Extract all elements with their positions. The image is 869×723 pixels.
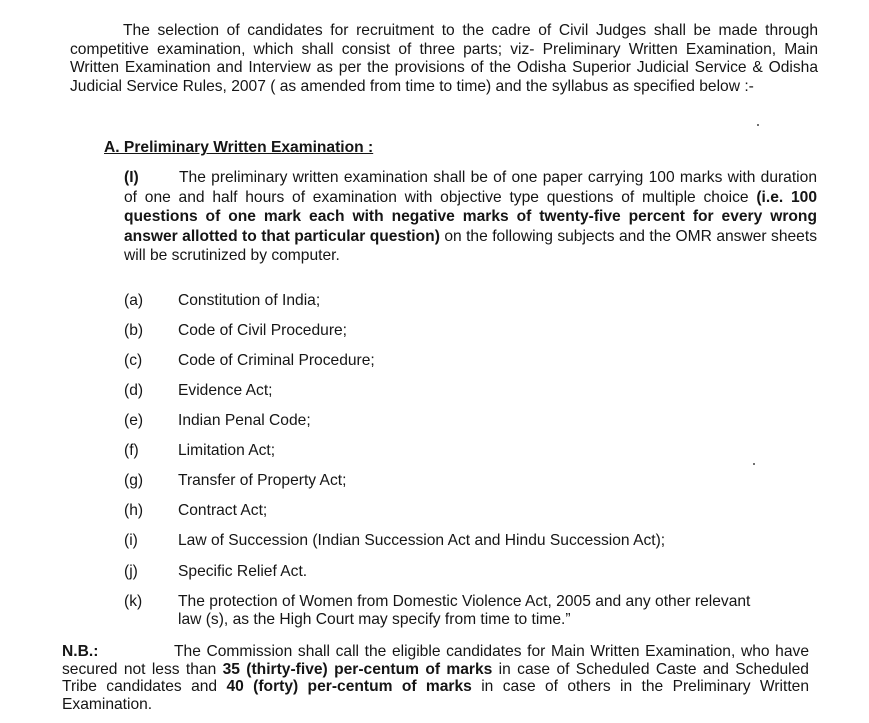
subject-text: Law of Succession (Indian Succession Act and Hindu Succession Act); <box>178 532 666 549</box>
subject-marker: (k) <box>124 593 143 610</box>
nb-label: N.B.: <box>62 643 99 660</box>
scan-speck <box>757 124 759 126</box>
scan-speck <box>753 463 755 465</box>
subject-text: Limitation Act; <box>178 442 276 459</box>
nb-bold-1: 35 (thirty-five) per-centum of marks <box>222 660 493 678</box>
subject-marker: (d) <box>124 382 144 399</box>
subject-marker: (c) <box>124 352 143 369</box>
paragraph-number: (I) <box>124 169 139 186</box>
nb-text-1: The Commission shall call the eligible candidates for Main Written Examination, who have secured not less than <box>62 643 809 678</box>
subject-text: Code of Criminal Procedure; <box>178 352 375 369</box>
nb-paragraph <box>62 643 809 713</box>
subject-text: Constitution of India; <box>178 292 321 309</box>
subject-marker: (h) <box>124 502 144 519</box>
subject-marker: (j) <box>124 563 138 580</box>
preliminary-exam-paragraph <box>124 168 817 266</box>
subject-text: Evidence Act; <box>178 382 273 399</box>
subject-marker: (f) <box>124 442 139 459</box>
paragraph-text-1: The preliminary written examination shall be of one paper carrying 100 marks with duration of one and half hours of examination with objective type questions of multiple choice <box>124 169 817 206</box>
subject-text: The protection of Women from Domestic Violence Act, 2005 and any other relevant law (s), as the High Court may specify from time to time.” <box>178 593 751 628</box>
subject-text: Code of Civil Procedure; <box>178 322 348 339</box>
paragraph-text-2: on the following subjects and the OMR answer sheets will be scrutinized by computer. <box>124 227 817 265</box>
subject-text: Transfer of Property Act; <box>178 472 347 489</box>
intro-paragraph: The selection of candidates for recruitment to the cadre of Civil Judges shall be made through competitive examination, which shall consist of three parts; viz- Preliminary Written Examination, Main Written Examination and Interview as per the provisions of the Odisha Superior Judicial Service & Odisha Judicial Service Rules, 2007 ( as amended from time to time) and the syllabus as specified below :- <box>70 22 818 95</box>
nb-text-2: in case of Scheduled Caste and Scheduled Tribe candidates and <box>62 660 809 695</box>
subject-marker: (a) <box>124 292 144 309</box>
subject-text: Indian Penal Code; <box>178 412 311 429</box>
nb-text-3: in case of others in the Preliminary Written Examination. <box>62 678 810 713</box>
paragraph-bold-text: (i.e. 100 questions of one mark each with negative marks of twenty-five percent for every wrong answer allotted to that particular question) <box>124 188 817 245</box>
nb-bold-2: 40 (forty) per-centum of marks <box>226 678 472 695</box>
subject-marker: (i) <box>124 532 138 549</box>
subject-text: Contract Act; <box>178 502 268 519</box>
section-a-heading: A. Preliminary Written Examination : <box>104 139 374 156</box>
subject-marker: (e) <box>124 412 144 429</box>
subject-text: Specific Relief Act. <box>178 563 308 580</box>
subject-marker: (b) <box>124 322 144 339</box>
subject-marker: (g) <box>124 472 144 489</box>
